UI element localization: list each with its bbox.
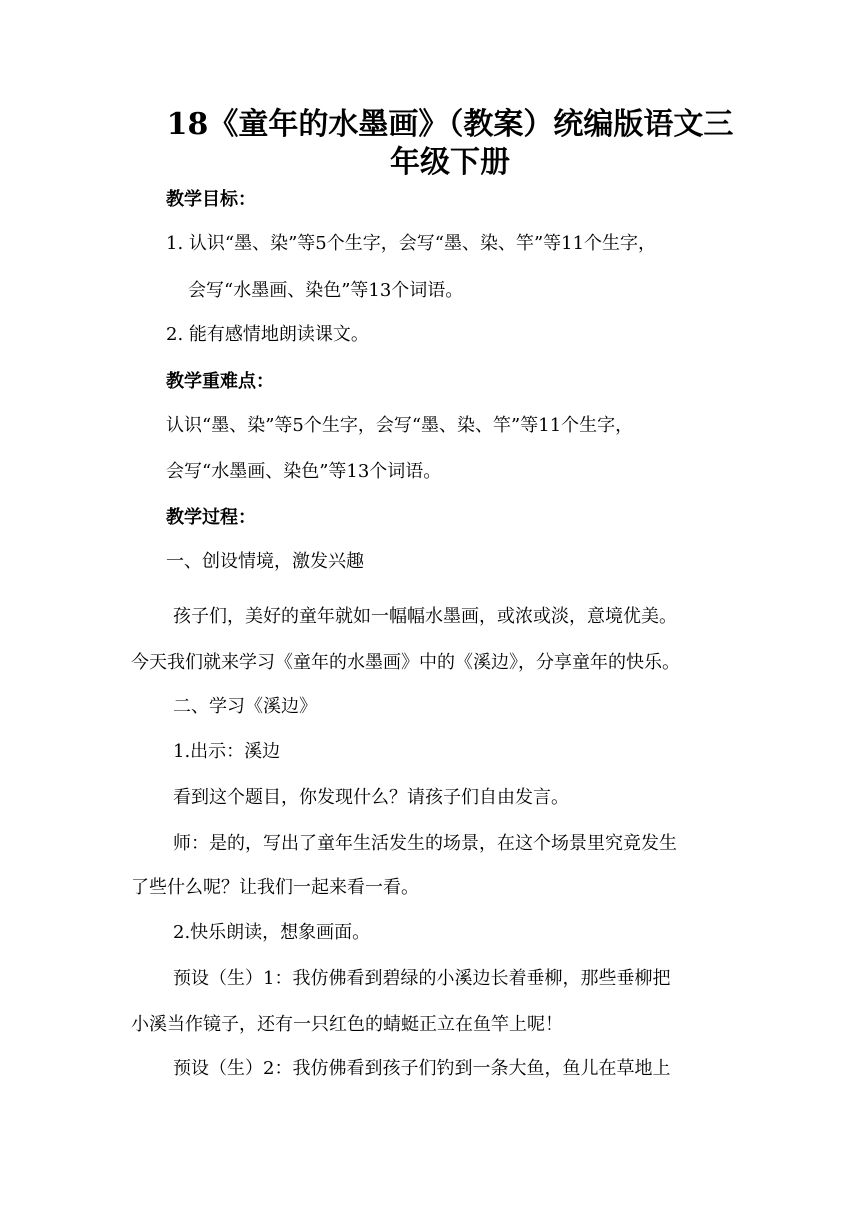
step-2-question: 看到这个题目，你发现什么？请孩子们自由发言。: [173, 787, 569, 808]
step-2-heading: 二、学习《溪边》: [173, 696, 317, 717]
keypoints-line-1: 认识“墨、染”等5个生字，会写“墨、染、竿”等11个生字，: [166, 415, 634, 436]
step-2-item-1: 1.出示：溪边: [173, 741, 281, 762]
document-title-line-2: 年级下册: [390, 145, 510, 180]
preset-1-line-2: 小溪当作镜子，还有一只红色的蜻蜓正立在鱼竿上呢！: [131, 1014, 563, 1035]
document-title-line-1: 18《童年的水墨画》（教案）统编版语文三: [166, 107, 734, 142]
objectives-heading: 教学目标：: [166, 189, 256, 210]
step-1-paragraph-line-1: 孩子们，美好的童年就如一幅幅水墨画，或浓或淡，意境优美。: [173, 606, 677, 627]
process-heading: 教学过程：: [166, 507, 256, 528]
teacher-remark-line-1: 师：是的，写出了童年生活发生的场景，在这个场景里究竟发生: [173, 833, 677, 854]
keypoints-heading: 教学重难点：: [166, 371, 274, 392]
teacher-remark-line-2: 了些什么呢？让我们一起来看一看。: [131, 877, 419, 898]
objective-2: 2. 能有感情地朗读课文。: [166, 324, 369, 345]
preset-1-line-1: 预设（生）1：我仿佛看到碧绿的小溪边长着垂柳，那些垂柳把: [173, 968, 671, 989]
keypoints-line-2: 会写“水墨画、染色”等13个词语。: [166, 461, 442, 482]
step-1-heading: 一、创设情境，激发兴趣: [166, 551, 364, 572]
preset-2-line-1: 预设（生）2：我仿佛看到孩子们钓到一条大鱼，鱼儿在草地上: [173, 1058, 671, 1079]
objective-1-line-2: 会写“水墨画、染色”等13个词语。: [188, 280, 464, 301]
step-1-paragraph-line-2: 今天我们就来学习《童年的水墨画》中的《溪边》，分享童年的快乐。: [131, 652, 680, 673]
objective-1-line-1: 1. 认识“墨、染”等5个生字，会写“墨、染、竿”等11个生字，: [166, 233, 657, 254]
step-2-item-2: 2.快乐朗读，想象画面。: [173, 922, 371, 943]
